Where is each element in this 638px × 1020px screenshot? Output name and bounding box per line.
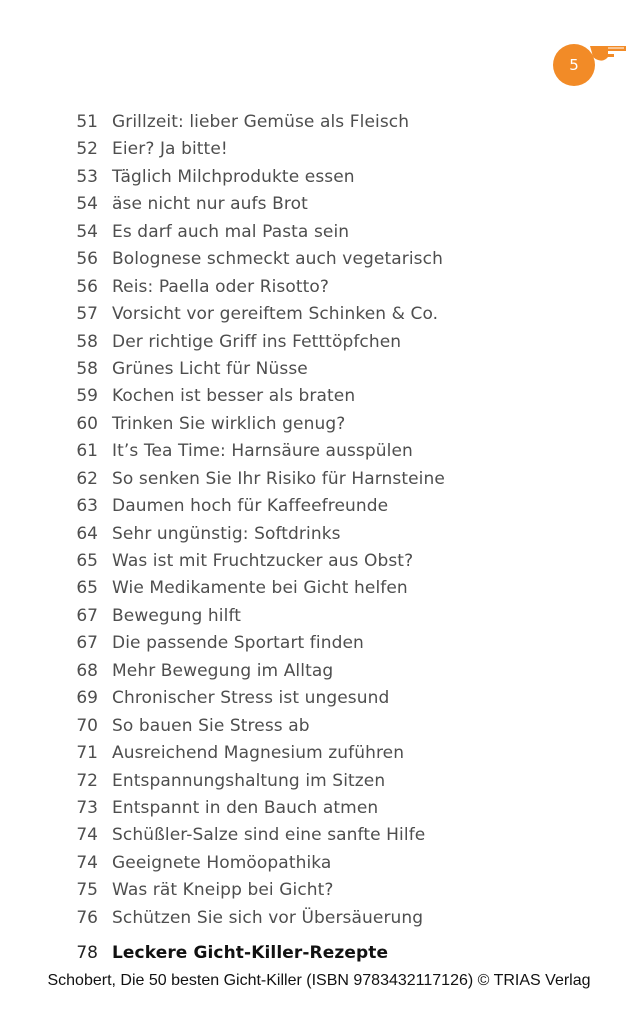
toc-entry-title: Geeignete Homöopathika	[112, 852, 332, 873]
toc-page-number: 78	[76, 943, 98, 964]
toc-entry[interactable]	[0, 630, 638, 657]
toc-entry-title: Vorsicht vor gereiftem Schinken & Co.	[112, 304, 439, 325]
toc-page-number: 58	[76, 358, 98, 379]
toc-entry[interactable]	[0, 136, 638, 163]
toc-page-number: 75	[76, 880, 98, 901]
toc-entry-title: Der richtige Griff ins Fetttöpfchen	[112, 331, 402, 352]
toc-entry[interactable]	[0, 713, 638, 740]
toc-entry[interactable]	[0, 548, 638, 575]
toc-entry-title: Daumen hoch für Kaffeefreunde	[112, 496, 389, 517]
toc-page-number: 58	[76, 331, 98, 352]
toc-entry-title: Was ist mit Fruchtzucker aus Obst?	[112, 551, 414, 571]
toc-entry[interactable]	[0, 493, 638, 520]
toc-entry[interactable]	[0, 877, 638, 904]
toc-entry-title: Entspannungshaltung im Sitzen	[112, 770, 386, 791]
toc-entry[interactable]	[0, 658, 638, 685]
toc-entry-title: Es darf auch mal Pasta sein	[112, 221, 350, 242]
toc-page-number: 71	[76, 743, 98, 764]
toc-entry-title: Schützen Sie sich vor Übersäuerung	[112, 907, 424, 928]
toc-entry[interactable]	[0, 438, 638, 465]
toc-entry-title: Reis: Paella oder Risotto?	[112, 276, 330, 297]
toc-page-number: 73	[76, 797, 98, 818]
toc-entry[interactable]	[0, 164, 638, 191]
toc-entry-title: Mehr Bewegung im Alltag	[112, 660, 334, 681]
toc-page-number: 62	[76, 468, 98, 489]
table-of-contents	[0, 109, 638, 968]
toc-entry[interactable]	[0, 109, 638, 136]
toc-entry-title: Die passende Sportart finden	[112, 633, 364, 654]
toc-page-number: 56	[76, 276, 98, 297]
toc-page-number: 74	[76, 825, 98, 846]
toc-page-number: 74	[76, 852, 98, 873]
toc-entry-title: It’s Tea Time: Harnsäure ausspülen	[112, 441, 413, 462]
toc-entry-title: Entspannt in den Bauch atmen	[112, 797, 379, 818]
toc-entry[interactable]	[0, 411, 638, 438]
toc-entry-title: Grünes Licht für Nüsse	[112, 358, 308, 379]
toc-entry[interactable]	[0, 850, 638, 877]
toc-entry[interactable]	[0, 521, 638, 548]
toc-section-heading[interactable]	[0, 940, 638, 967]
toc-entry[interactable]	[0, 822, 638, 849]
toc-entry-title: Bolognese schmeckt auch vegetarisch	[112, 249, 443, 270]
toc-page-number: 69	[76, 688, 98, 709]
toc-entry-title: Wie Medikamente bei Gicht helfen	[112, 578, 408, 599]
toc-page-number: 64	[76, 523, 98, 544]
toc-entry[interactable]	[0, 274, 638, 301]
toc-page-number: 52	[76, 139, 98, 160]
toc-entry-title: Bewegung hilft	[112, 605, 241, 626]
toc-entry[interactable]	[0, 246, 638, 273]
page-number-badge: 5	[553, 44, 595, 86]
toc-page-number: 54	[76, 221, 98, 242]
toc-entry[interactable]	[0, 301, 638, 328]
pointing-hand-icon	[588, 42, 628, 64]
toc-page-number: 65	[76, 578, 98, 599]
toc-entry-title: Sehr ungünstig: Softdrinks	[112, 523, 341, 544]
toc-page-number: 57	[76, 304, 98, 325]
toc-entry[interactable]	[0, 768, 638, 795]
toc-entry-title: Eier? Ja bitte!	[112, 139, 228, 160]
toc-entry-title: Schüßler-Salze sind eine sanfte Hilfe	[112, 825, 426, 846]
toc-entry-title: Täglich Milchprodukte essen	[112, 166, 355, 187]
toc-page-number: 67	[76, 633, 98, 654]
toc-entry[interactable]	[0, 356, 638, 383]
toc-entry[interactable]	[0, 191, 638, 218]
toc-page-number: 76	[76, 907, 98, 928]
toc-entry-title: So senken Sie Ihr Risiko für Harnsteine	[112, 468, 445, 489]
toc-page-number: 54	[76, 194, 98, 215]
toc-entry-title: Kochen ist besser als braten	[112, 386, 356, 407]
toc-entry-title: Chronischer Stress ist ungesund	[112, 688, 390, 709]
toc-page-number: 63	[76, 496, 98, 517]
toc-page-number: 65	[76, 551, 98, 571]
toc-entry-title: So bauen Sie Stress ab	[112, 715, 310, 736]
toc-entry-title: Was rät Kneipp bei Gicht?	[112, 880, 334, 901]
toc-page-number: 68	[76, 660, 98, 681]
toc-entry[interactable]	[0, 795, 638, 822]
toc-entry[interactable]	[0, 383, 638, 410]
toc-entry-title: Grillzeit: lieber Gemüse als Fleisch	[112, 112, 410, 132]
toc-entry[interactable]	[0, 603, 638, 630]
toc-entry[interactable]	[0, 905, 638, 932]
toc-entry[interactable]	[0, 466, 638, 493]
toc-page-number: 59	[76, 386, 98, 407]
toc-entry[interactable]	[0, 575, 638, 602]
toc-entry[interactable]	[0, 740, 638, 767]
toc-entry[interactable]	[0, 685, 638, 712]
toc-page-number: 61	[76, 441, 98, 462]
toc-entry[interactable]	[0, 219, 638, 246]
toc-page-number: 70	[76, 715, 98, 736]
toc-page-number: 67	[76, 605, 98, 626]
toc-page-number: 56	[76, 249, 98, 270]
toc-page-number: 72	[76, 770, 98, 791]
toc-entry-title: Ausreichend Magnesium zuführen	[112, 743, 405, 764]
toc-entry[interactable]	[0, 329, 638, 356]
copyright-footer: Schobert, Die 50 besten Gicht-Killer (ISBN 9783432117126) © TRIAS Verlag	[47, 972, 591, 989]
toc-page-number: 51	[76, 112, 98, 132]
toc-page-number: 60	[76, 413, 98, 434]
toc-entry-title: äse nicht nur aufs Brot	[112, 194, 308, 215]
toc-page-number: 53	[76, 166, 98, 187]
toc-entry-title: Trinken Sie wirklich genug?	[112, 413, 346, 434]
toc-section-title: Leckere Gicht-Killer-Rezepte	[112, 943, 389, 964]
